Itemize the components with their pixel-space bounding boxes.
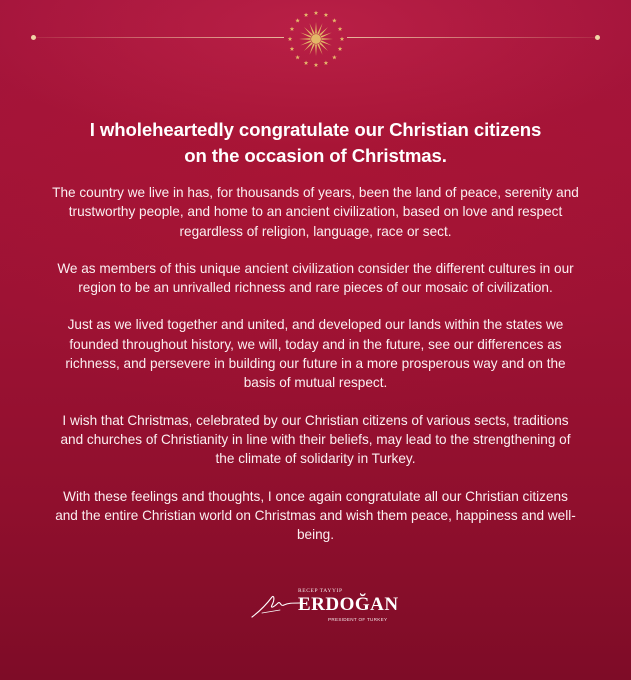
handwritten-signature-icon [250,591,302,621]
message-body [52,183,579,562]
paragraph: The country we live in has, for thousands of years, been the land of peace, serenity and trustworthy people, and home to an ancient civilization, based on love and respect regardless of religion, language, race or sect. [52,185,579,239]
emblem-star [332,18,337,22]
signature-block [250,585,400,629]
emblem-star [324,13,329,17]
signature-first-names: RECEP TAYYIP [298,588,343,594]
headline-line-1: I wholeheartedly congratulate our Christian citizens [89,119,542,140]
divider-left [34,37,284,38]
header-ornament [0,0,631,80]
emblem-star [304,13,309,17]
paragraph: With these feelings and thoughts, I once again congratulate all our Christian citizens and the entire Christian world on Christmas and wish them peace, happiness and well-being. [55,488,576,543]
emblem-star [288,37,293,41]
headline-line-2: on the occasion of Christmas. [184,145,447,166]
paragraph: I wish that Christmas, celebrated by our Christian citizens of various sects, traditions and churches of Christianity in line with their beliefs, may lead to the strengthening of the climate of solidarity in Turkey. [60,412,571,467]
signature-title: PRESIDENT OF TURKEY [328,617,388,622]
emblem-star [290,27,295,31]
emblem-star [324,61,329,65]
emblem-star [295,55,300,59]
headline [20,117,611,169]
emblem-star [290,47,295,51]
emblem-star [304,61,309,65]
paragraph: Just as we lived together and united, and developed our lands within the states we founded throughout history, we will, today and in the future, see our differences as richness, and persevere in building our future in a more prosperous way and on the basis of mutual respect. [65,317,566,391]
emblem-sun-ray [315,44,317,56]
emblem-star [295,18,300,22]
emblem-star [314,63,319,67]
emblem-star [340,37,345,41]
presidential-emblem-icon [285,8,347,70]
emblem-sun-ray [321,38,333,40]
emblem-sun-ray [299,38,311,40]
emblem-star [332,55,337,59]
rule-dot-right [595,35,600,40]
emblem-star [314,11,319,15]
divider-right [347,37,597,38]
paragraph: We as members of this unique ancient civilization consider the different cultures in our region to be an unrivalled richness and rare pieces of our mosaic of civilization. [57,260,574,296]
emblem-star [338,27,343,31]
emblem-sun-ray [315,22,317,34]
emblem-star [338,47,343,51]
signature-surname: ERDOĞAN [298,594,399,615]
